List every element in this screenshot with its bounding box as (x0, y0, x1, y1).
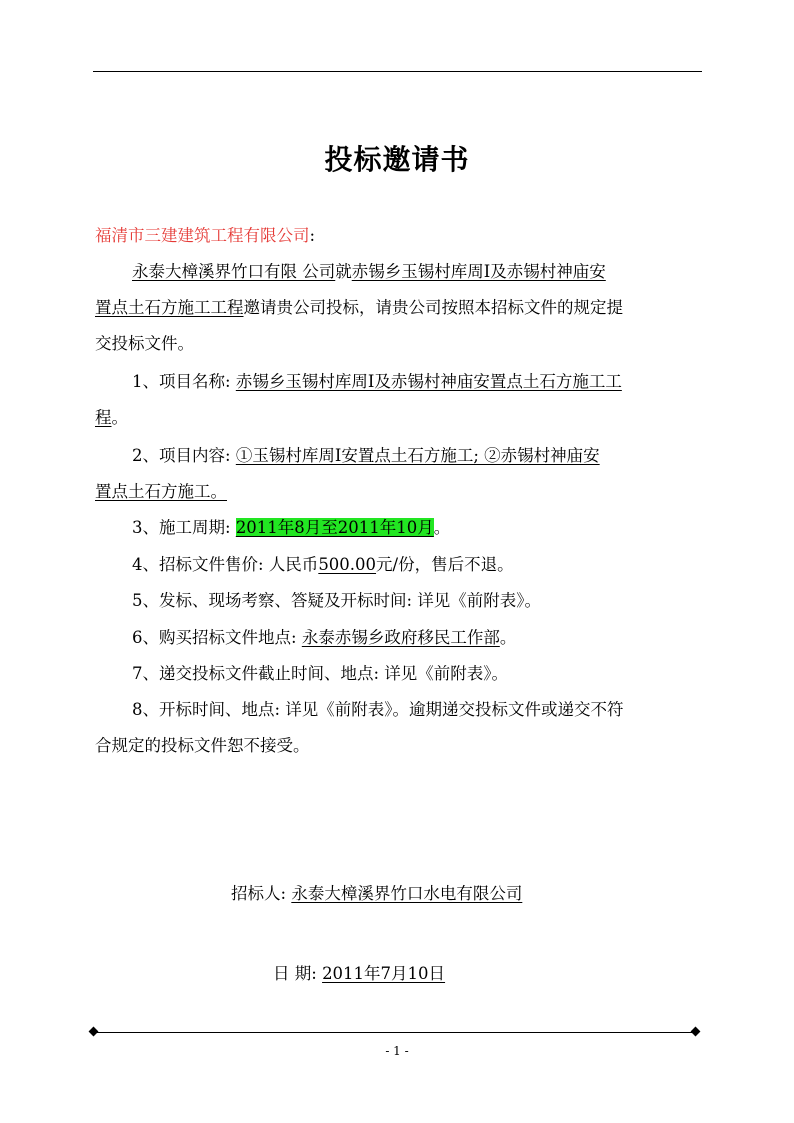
owner-name: 永泰大樟溪界竹口有限 公司 (132, 262, 336, 281)
item-7-line: 7、递交投标文件截止时间、地点: 详见《前附表》。 (132, 664, 509, 683)
item-2-line-1 (95, 446, 744, 466)
date-value: 2011年7月10日 (322, 964, 446, 983)
item-8-line-1: 8、开标时间、地点: 详见《前附表》。逾期递交投标文件或递交不符 (132, 700, 624, 719)
item-6-line (95, 628, 744, 648)
item-2-label: 2、项目内容: (132, 446, 236, 465)
construction-period: 2011年8月至2011年10月 (235, 518, 434, 537)
tenderer-name: 永泰大樟溪界竹口水电有限公司 (291, 884, 523, 903)
intro-invitation-text: 邀请贵公司投标，请贵公司按照本招标文件的规定提 (243, 298, 623, 317)
item-2-value-b: 置点土石方施工。 (95, 482, 227, 501)
item-1-value-a: 赤锡乡玉锡村库周Ⅰ及赤锡村神庙安置点土石方施工工 (235, 372, 622, 391)
date-label: 日 期: (273, 964, 323, 983)
footer-rule (93, 1032, 697, 1033)
document-title: 投标邀请书 (324, 143, 470, 176)
footer-rule-right-diamond-icon (691, 1027, 701, 1037)
intro-line-1 (95, 262, 744, 282)
item-2-value-a: ①玉锡村库周Ⅰ安置点土石方施工; ②赤锡村神庙安 (235, 446, 600, 465)
item-3-label: 3、施工周期: (132, 518, 236, 537)
project-name-part1: 赤锡乡玉锡村库周Ⅰ及赤锡村神庙安 (351, 262, 606, 281)
item-6-label: 6、购买招标文件地点: (132, 628, 302, 647)
intro-line-3: 交投标文件。 (95, 334, 194, 353)
tenderer-label: 招标人: (231, 884, 292, 903)
project-name-part2: 置点土石方施工工程 (95, 298, 244, 317)
item-8-line-2: 合规定的投标文件恕不接受。 (95, 736, 310, 755)
item-3-end: 。 (433, 518, 451, 537)
addressee-line (95, 226, 707, 246)
page-number: - 1 - (385, 1044, 409, 1058)
item-1-line-2 (95, 408, 707, 428)
item-5-line: 5、发标、现场考察、答疑及开标时间: 详见《前附表》。 (132, 591, 542, 610)
footer-rule-left-diamond-icon (89, 1027, 99, 1037)
intro-jiu: 就 (335, 262, 352, 281)
date-line (273, 960, 445, 984)
document-price: 500.00 (318, 555, 377, 574)
addressee-colon: : (309, 226, 316, 245)
item-1-end: 。 (111, 408, 128, 427)
item-4-line (95, 555, 744, 575)
header-rule (93, 71, 702, 72)
item-4-label: 4、招标文件售价: 人民币 (132, 555, 319, 574)
tenderer-line (231, 880, 522, 904)
item-2-line-2 (95, 482, 707, 502)
item-1-line-1 (95, 372, 744, 392)
item-3-line (95, 518, 744, 538)
item-1-value-b: 程 (95, 408, 112, 427)
item-6-end: 。 (499, 628, 517, 647)
purchase-location: 永泰赤锡乡政府移民工作部 (301, 628, 500, 647)
addressee: 福清市三建建筑工程有限公司 (95, 226, 310, 245)
item-1-label: 1、项目名称: (132, 372, 236, 391)
item-4-end: 元/份，售后不退。 (376, 555, 514, 574)
intro-line-2 (95, 298, 707, 318)
